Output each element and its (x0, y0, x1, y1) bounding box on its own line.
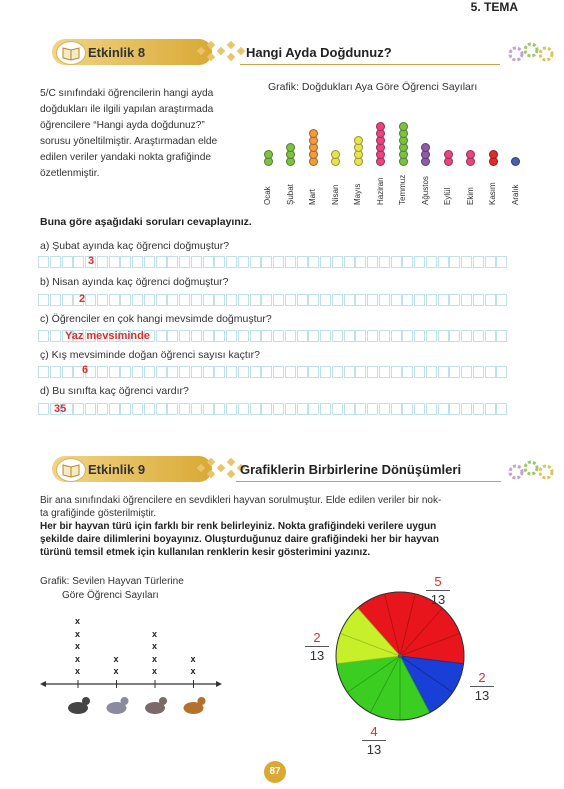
grid-cell (179, 403, 190, 415)
grid-cell (485, 256, 496, 268)
grid-cell (38, 294, 49, 306)
grid-cell (120, 403, 131, 415)
grid-cell (203, 256, 214, 268)
grid-cell (214, 294, 225, 306)
x-mark: x (190, 653, 196, 664)
grid-cell (297, 330, 308, 342)
grid-cell (426, 256, 437, 268)
grid-cell (226, 294, 237, 306)
grid-cell (367, 256, 378, 268)
grid-cell (355, 403, 366, 415)
grid-cell (344, 366, 355, 378)
month-label: Nisan (330, 184, 340, 205)
grid-cell (426, 366, 437, 378)
grid-cell (438, 366, 449, 378)
grid-cell (132, 366, 143, 378)
grid-cell (144, 294, 155, 306)
grid-cell (449, 366, 460, 378)
grid-cell (308, 330, 319, 342)
grid-cell (344, 330, 355, 342)
grid-cell (496, 256, 507, 268)
answer-grid-e (38, 403, 508, 416)
grid-cell (367, 330, 378, 342)
gear-icon (506, 458, 556, 482)
grid-cell (308, 366, 319, 378)
grid-cell (62, 256, 73, 268)
grid-cell (461, 256, 472, 268)
month-label: Şubat (285, 184, 295, 205)
grid-cell (179, 330, 190, 342)
grid-cell (485, 330, 496, 342)
grid-cell (449, 294, 460, 306)
grid-cell (496, 403, 507, 415)
fraction-blue: 2 13 (470, 670, 494, 703)
grid-cell (402, 330, 413, 342)
grid-cell (179, 256, 190, 268)
grid-cell (379, 366, 390, 378)
grid-cell (379, 403, 390, 415)
month-dot (354, 136, 363, 145)
month-label: Kasım (488, 182, 497, 205)
grid-cell (402, 366, 413, 378)
kaplumbağa-icon (184, 697, 206, 714)
month-label: Mart (308, 189, 317, 205)
grid-cell (285, 403, 296, 415)
activity9-title: Grafiklerin Birbirlerine Dönüşümleri (240, 462, 462, 477)
month-label: Haziran (375, 177, 385, 205)
grid-cell (250, 330, 261, 342)
question-c: c) Öğrenciler en çok hangi mevsimde doğmuştur? (40, 313, 272, 325)
month-dot (511, 157, 520, 166)
theme-label: 5. TEMA (470, 0, 518, 14)
grid-cell (62, 366, 73, 378)
grid-cell (238, 294, 249, 306)
grid-cell (391, 256, 402, 268)
grid-cell (226, 330, 237, 342)
grid-cell (120, 294, 131, 306)
grid-cell (191, 256, 202, 268)
x-mark: x (75, 641, 81, 651)
grid-cell (473, 366, 484, 378)
grid-cell (473, 256, 484, 268)
grid-cell (414, 403, 425, 415)
gear-icon (506, 40, 556, 64)
grid-cell (238, 256, 249, 268)
month-label: Aralık (510, 184, 520, 205)
grid-cell (179, 294, 190, 306)
grid-cell (203, 330, 214, 342)
grid-cell (191, 330, 202, 342)
grid-cell (144, 256, 155, 268)
grid-cell (379, 256, 390, 268)
grid-cell (285, 366, 296, 378)
grid-cell (261, 403, 272, 415)
grid-cell (402, 403, 413, 415)
grid-cell (132, 294, 143, 306)
fraction-yellow: 2 13 (305, 630, 329, 663)
grid-cell (273, 330, 284, 342)
activity8-instruction: Buna göre aşağıdaki soruları cevaplayınız. (40, 216, 252, 228)
book-icon (56, 41, 86, 65)
grid-cell (179, 366, 190, 378)
grid-cell (344, 403, 355, 415)
activity8-intro: 5/C sınıfındaki öğrencilerin hangi ayda doğdukları ile ilgili yapılan araştırmada öğrencilere “Hangi ayda doğdunuz?” sorusu yöneltilmiştir. Araştırmadan elde edilen veriler yandaki nokta grafiğinde özetlenmiştir. (40, 88, 218, 179)
grid-cell (50, 366, 61, 378)
grid-cell (297, 366, 308, 378)
answer-c-cedilla: 6 (82, 364, 89, 376)
grid-cell (191, 403, 202, 415)
fraction-red: 5 13 (426, 574, 450, 607)
grid-cell (250, 294, 261, 306)
grid-cell (38, 330, 49, 342)
grid-cell (320, 294, 331, 306)
month-label: Ekim (465, 187, 475, 205)
grid-cell (344, 294, 355, 306)
grid-cell (438, 294, 449, 306)
x-mark: x (152, 653, 158, 664)
tavşan-icon (107, 697, 129, 714)
number-line (38, 606, 228, 726)
grid-cell (473, 403, 484, 415)
grid-cell (391, 366, 402, 378)
grid-cell (250, 256, 261, 268)
month-label: Ocak (263, 186, 272, 205)
pie-chart (330, 586, 470, 726)
grid-cell (85, 403, 96, 415)
grid-cell (97, 294, 108, 306)
grid-cell (50, 330, 61, 342)
grid-cell (461, 403, 472, 415)
grid-cell (73, 403, 84, 415)
grid-cell (285, 294, 296, 306)
grid-cell (332, 256, 343, 268)
grid-cell (461, 366, 472, 378)
month-dot (399, 122, 408, 131)
month-dot (421, 143, 430, 152)
grid-cell (132, 403, 143, 415)
grid-cell (332, 403, 343, 415)
month-dot (376, 122, 385, 131)
grid-cell (109, 294, 120, 306)
grid-cell (109, 403, 120, 415)
grid-cell (426, 294, 437, 306)
grid-cell (285, 330, 296, 342)
grid-cell (85, 294, 96, 306)
grid-cell (308, 294, 319, 306)
question-b: b) Nisan ayında kaç öğrenci doğmuştur? (40, 276, 229, 288)
grid-cell (120, 366, 131, 378)
grid-cell (120, 256, 131, 268)
grid-cell (191, 294, 202, 306)
grid-cell (156, 330, 167, 342)
month-label: Ağustos (420, 176, 430, 205)
grid-cell (355, 256, 366, 268)
grid-cell (426, 403, 437, 415)
grid-cell (355, 330, 366, 342)
grid-cell (203, 366, 214, 378)
animal-chart-title-1: Grafik: Sevilen Hayvan Türlerine (40, 576, 184, 587)
month-chart-title: Grafik: Doğdukları Aya Göre Öğrenci Sayıları (268, 81, 478, 93)
grid-cell (332, 294, 343, 306)
grid-cell (273, 294, 284, 306)
grid-cell (273, 366, 284, 378)
grid-cell (496, 366, 507, 378)
grid-cell (414, 330, 425, 342)
month-dot (466, 150, 475, 159)
month-dot-chart (262, 95, 532, 215)
x-mark: x (152, 628, 158, 639)
answer-a: 3 (88, 255, 95, 267)
grid-cell (449, 256, 460, 268)
grid-cell (226, 366, 237, 378)
grid-cell (355, 294, 366, 306)
x-mark: x (152, 666, 158, 676)
grid-cell (273, 403, 284, 415)
activity9-intro: Bir ana sınıfındaki öğrencilere en sevdikleri hayvan sorulmuştur. Elde edilen veriler bir nok- ta grafiğinde gösterilmiştir. Her bir hayvan türü için farklı bir renk belirleyiniz. Nokta grafiğindeki verilere uygun şekilde daire dilimlerini boyayınız. Oluşturduğunuz daire grafiğindeki her bir hayvan türünü temsil etmek için kullanılan renklerin kesir gösterimini yazınız. (40, 495, 442, 558)
grid-cell (109, 256, 120, 268)
grid-cell (449, 330, 460, 342)
grid-cell (485, 366, 496, 378)
grid-cell (167, 330, 178, 342)
grid-cell (62, 294, 73, 306)
grid-cell (320, 366, 331, 378)
grid-cell (50, 256, 61, 268)
grid-cell (438, 256, 449, 268)
grid-cell (156, 403, 167, 415)
grid-cell (461, 294, 472, 306)
x-mark: x (113, 666, 119, 676)
grid-cell (203, 294, 214, 306)
diamond-pattern-icon (192, 37, 252, 67)
grid-cell (320, 403, 331, 415)
grid-cell (38, 256, 49, 268)
grid-cell (332, 366, 343, 378)
grid-cell (156, 366, 167, 378)
month-dot (331, 150, 340, 159)
question-d: d) Bu sınıfta kaç öğrenci vardır? (40, 385, 189, 397)
answer-d: 35 (54, 403, 67, 415)
grid-cell (355, 366, 366, 378)
grid-cell (38, 403, 49, 415)
grid-cell (214, 330, 225, 342)
kedi-icon (145, 697, 167, 714)
grid-cell (191, 366, 202, 378)
grid-cell (473, 330, 484, 342)
x-mark: x (75, 628, 81, 639)
grid-cell (109, 366, 120, 378)
month-dot (264, 150, 273, 159)
x-mark: x (113, 653, 119, 664)
grid-cell (156, 294, 167, 306)
grid-cell (297, 403, 308, 415)
grid-cell (226, 403, 237, 415)
grid-cell (250, 366, 261, 378)
grid-cell (238, 366, 249, 378)
month-label: Eylül (443, 187, 452, 205)
grid-cell (167, 294, 178, 306)
grid-cell (214, 256, 225, 268)
grid-cell (473, 294, 484, 306)
grid-cell (414, 366, 425, 378)
grid-cell (273, 256, 284, 268)
grid-cell (391, 403, 402, 415)
month-dot (309, 129, 318, 138)
grid-cell (391, 330, 402, 342)
grid-cell (38, 366, 49, 378)
book-icon (56, 458, 86, 482)
grid-cell (367, 366, 378, 378)
x-mark: x (75, 666, 81, 676)
grid-cell (203, 403, 214, 415)
month-label: Mayıs (353, 183, 362, 205)
grid-cell (261, 366, 272, 378)
answer-grid-d (38, 366, 508, 379)
x-mark: x (190, 666, 196, 676)
grid-cell (250, 403, 261, 415)
question-c-cedilla: ç) Kış mevsiminde doğan öğrenci sayısı kaçtır? (40, 349, 261, 361)
grid-cell (496, 294, 507, 306)
grid-cell (144, 366, 155, 378)
grid-cell (144, 403, 155, 415)
grid-cell (214, 403, 225, 415)
grid-cell (214, 366, 225, 378)
grid-cell (485, 403, 496, 415)
grid-cell (97, 256, 108, 268)
page-number: 87 (264, 761, 286, 783)
month-dot (489, 150, 498, 159)
grid-cell (261, 256, 272, 268)
answer-grid-b (38, 294, 508, 307)
animal-chart-title-2: Göre Öğrenci Sayıları (62, 590, 159, 601)
grid-cell (320, 256, 331, 268)
answer-c: Yaz mevsiminde (65, 330, 150, 342)
grid-cell (402, 256, 413, 268)
grid-cell (332, 330, 343, 342)
animal-x-chart (38, 606, 228, 726)
activity8-label: Etkinlik 8 (88, 45, 146, 60)
grid-cell (297, 294, 308, 306)
köpek-icon (68, 697, 90, 714)
grid-cell (308, 256, 319, 268)
month-dot (286, 143, 295, 152)
grid-cell (132, 256, 143, 268)
x-mark: x (75, 616, 81, 626)
grid-cell (402, 294, 413, 306)
x-mark: x (75, 653, 81, 664)
grid-cell (496, 330, 507, 342)
grid-cell (379, 294, 390, 306)
grid-cell (426, 330, 437, 342)
grid-cell (261, 294, 272, 306)
grid-cell (167, 366, 178, 378)
grid-cell (238, 330, 249, 342)
grid-cell (367, 294, 378, 306)
grid-cell (97, 403, 108, 415)
grid-cell (226, 256, 237, 268)
grid-cell (97, 366, 108, 378)
grid-cell (50, 294, 61, 306)
grid-cell (344, 256, 355, 268)
grid-cell (449, 403, 460, 415)
grid-cell (320, 330, 331, 342)
month-dot (444, 150, 453, 159)
grid-cell (261, 330, 272, 342)
grid-cell (438, 403, 449, 415)
grid-cell (73, 256, 84, 268)
activity9-label: Etkinlik 9 (88, 462, 146, 477)
grid-cell (414, 294, 425, 306)
grid-cell (308, 403, 319, 415)
x-mark: x (152, 641, 158, 651)
grid-cell (297, 256, 308, 268)
grid-cell (485, 294, 496, 306)
month-label: Temmuz (398, 174, 407, 205)
grid-cell (167, 256, 178, 268)
grid-cell (391, 294, 402, 306)
grid-cell (438, 330, 449, 342)
grid-cell (167, 403, 178, 415)
grid-cell (461, 330, 472, 342)
question-a: a) Şubat ayında kaç öğrenci doğmuştur? (40, 240, 230, 252)
grid-cell (379, 330, 390, 342)
answer-b: 2 (79, 293, 86, 305)
grid-cell (156, 256, 167, 268)
fraction-green: 4 13 (362, 724, 386, 757)
grid-cell (238, 403, 249, 415)
answer-grid-a (38, 256, 508, 269)
activity8-title: Hangi Ayda Doğdunuz? (246, 45, 392, 60)
grid-cell (414, 256, 425, 268)
grid-cell (285, 256, 296, 268)
grid-cell (367, 403, 378, 415)
